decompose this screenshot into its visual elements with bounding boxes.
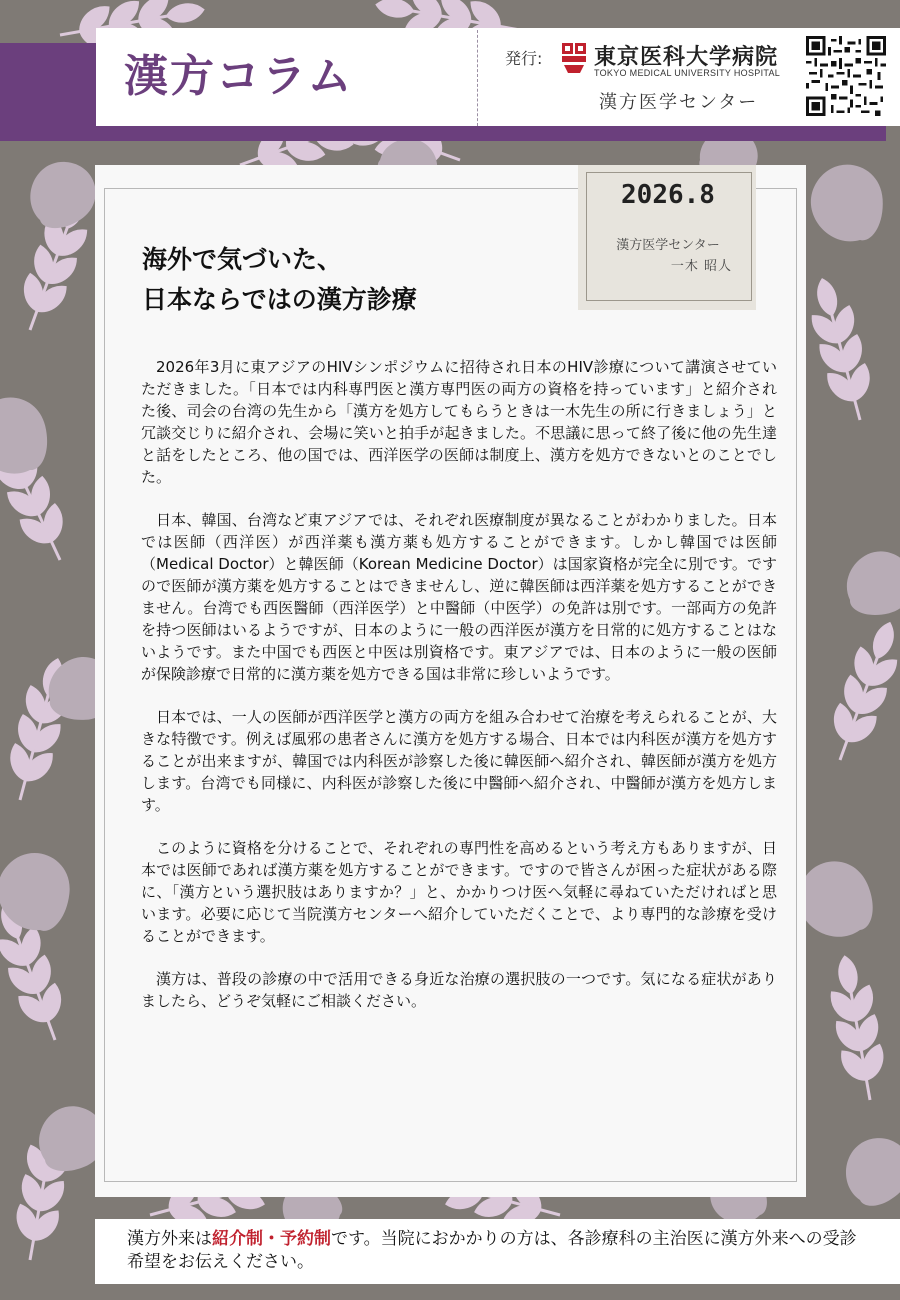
article-paragraph: このように資格を分けることで、それぞれの専門性を高めるという考え方もありますが、日本では医師であれば漢方薬を処方することができます。ですので皆さんが困った症状がある際に、「漢方という選択肢はありますか？」と、かかりつけ医へ気軽に尋ねていただければと思います。必要に応じて当院漢方センターへ紹介していただくことで、より専門的な診療を受けることができます。 [141,839,777,945]
footer-prefix: 漢方外来は [127,1229,212,1249]
hospital-name: 東京医科大学病院 [594,45,779,70]
article-paragraph: 2026年3月に東アジアのHIVシンポジウムに招待され日本のHIV診療について講演させていただきました。「日本では内科専門医と漢方専門医の両方の資格を持っています」と紹介された後、司会の台湾の先生から「漢方を処方してもらうときは一木先生の所に行きましょう」と冗談交じりに紹介され、会場に笑いと拍手が起きました。不思議に思って終了後に他の先生達と話をしたところ、他の国では、西洋医学の医師は制度上、漢方を処方できないとのことでした。 [141,358,777,486]
author-department: 漢方医学センター [616,238,720,253]
footer-notice [127,1228,867,1274]
header-underline-strip [0,126,886,141]
article-body [141,356,777,1033]
article-paragraph: 日本では、一人の医師が西洋医学と漢方の両方を組み合わせて治療を考えられることが、大きな特徴です。例えば風邪の患者さんに漢方を処方する場合、日本では内科医が漢方を処方することが出来ますが、韓国では内科医が診察した後に韓医師へ紹介され、韓医師が漢方を処方します。台湾でも同様に、内科医が診察した後に中醫師へ紹介され、中醫師が漢方を処方します。 [141,708,777,814]
issue-date: 2026.8 [621,180,715,210]
article-paragraph: 日本、韓国、台湾など東アジアでは、それぞれ医療制度が異なることがわかりました。日本では医師（西洋医）が西洋薬も漢方薬も処方することができます。しかし韓国では医師（Medical Doctor）と韓医師（Korean Medicine Doctor）は国家資格が完全に別です。ですので医師が漢方薬を処方することはできませんし、逆に韓医師は西洋薬を処方することができません。台湾でも西医醫師（西洋医学）と中醫師（中医学）の免許は別です。一部両方の免許を持つ医師はいるようですが、日本のように一般の西洋医が漢方を日常的に処方することはないようです。また中国でも西医と中医は別資格です。東アジアでは、日本のように一般の医師が保険診療で日常的に漢方薬を処方できる国は非常に珍しいようです。 [141,511,777,683]
footer-suffix: です。当院におかかりの方は、各診療科の主治医に漢方外来への受診希望をお伝えください。 [127,1229,857,1272]
column-title: 漢方コラム [124,51,354,102]
header-divider [477,30,478,126]
qr-code-icon[interactable] [806,36,886,116]
issuer-label: 発行: [505,49,543,68]
article-title-line-2: 日本ならではの漢方診療 [142,285,417,314]
hospital-name-en: TOKYO MEDICAL UNIVERSITY HOSPITAL [594,68,781,78]
article-title-line-1: 海外で気づいた、 [142,245,343,274]
article-paragraph: 漢方は、普段の診療の中で活用できる身近な治療の選択肢の一つです。気になる症状がありましたら、どうぞ気軽にご相談ください。 [141,970,777,1010]
author-name: 一木 昭人 [670,259,732,274]
article-title [142,240,417,320]
hospital-logo-icon [561,42,587,74]
center-name: 漢方医学センター [599,92,759,113]
footer-emphasis: 紹介制・予約制 [212,1229,331,1249]
